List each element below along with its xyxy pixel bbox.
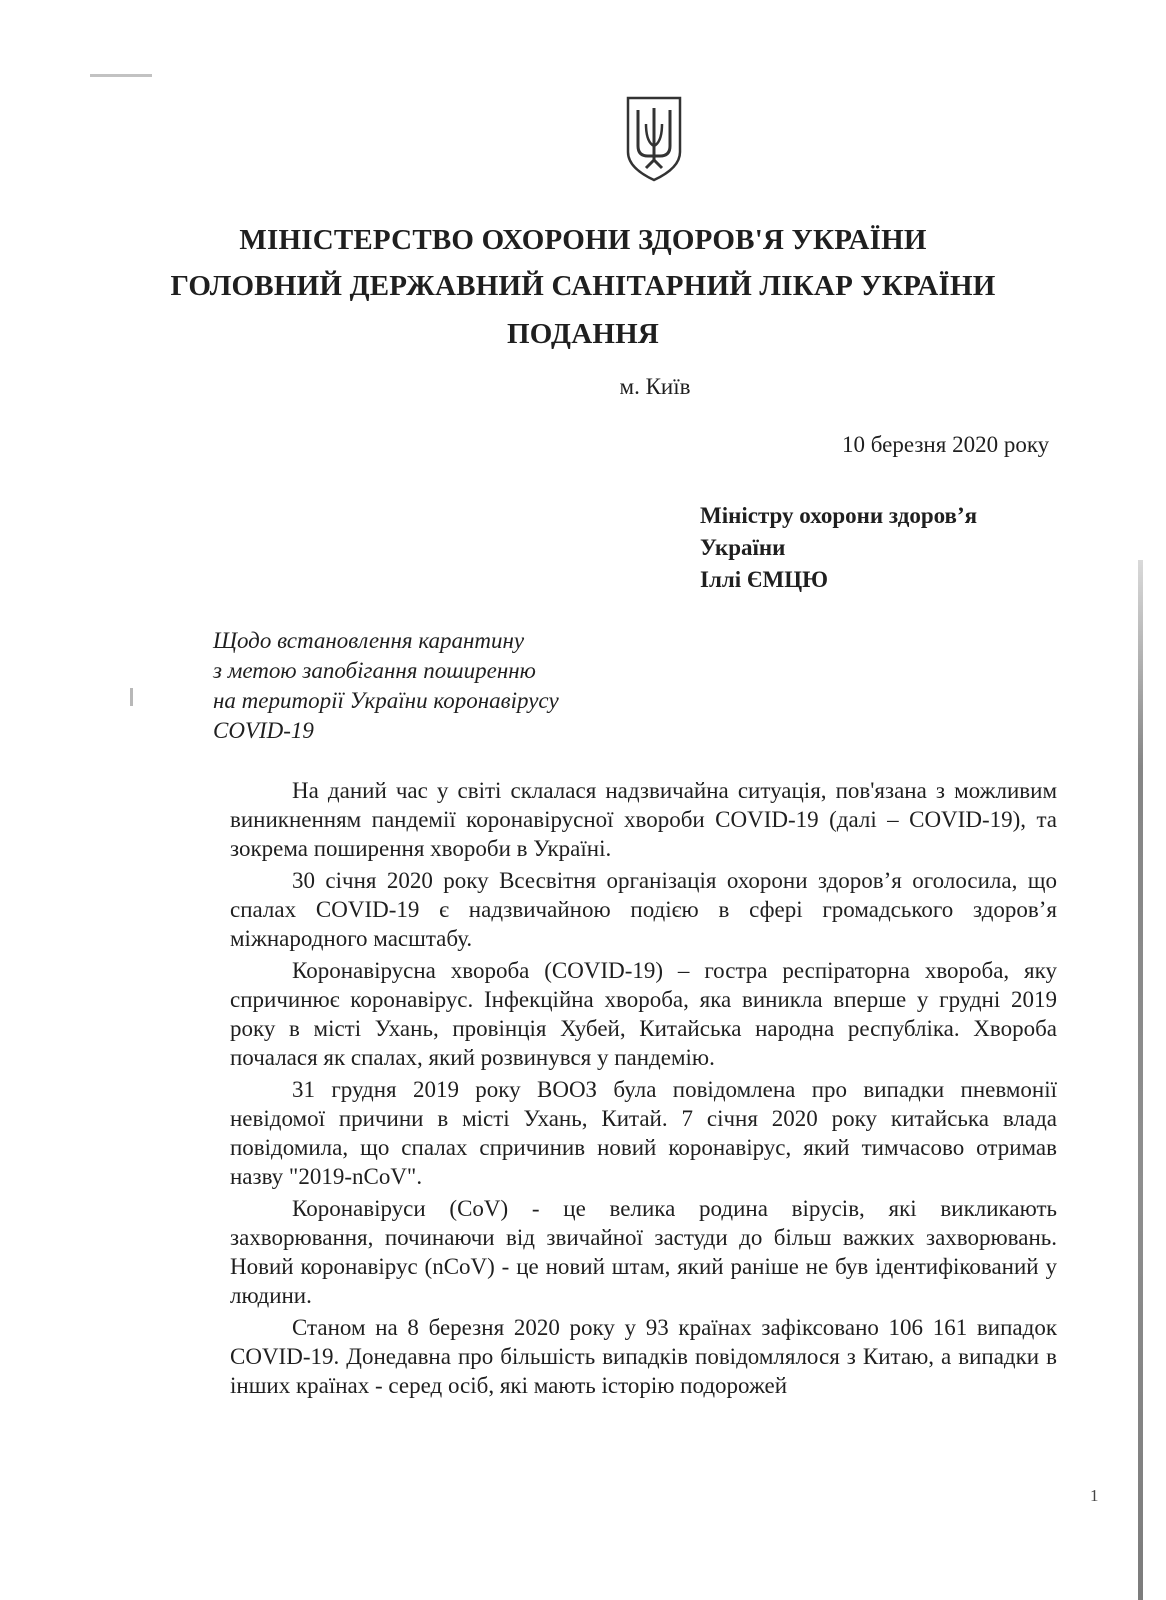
body-paragraph: Станом на 8 березня 2020 року у 93 країнах зафіксовано 106 161 випадок COVID-19. Донедавна про більшість випадків повідомлялося з Китаю, а випадки в інших країнах - серед осіб, які мають історію подорожей	[230, 1315, 1057, 1398]
addressee-line: Іллі ЄМЦЮ	[700, 567, 828, 592]
document-type-heading: ПОДАННЯ	[506, 318, 660, 350]
subject-line: на території України коронавірусу	[213, 688, 559, 713]
addressee-line: України	[700, 535, 786, 560]
addressee-block	[700, 500, 977, 596]
scan-mark-left	[130, 688, 133, 706]
page-number: 1	[1090, 1486, 1099, 1505]
subject-block	[213, 626, 559, 746]
tryzub-emblem-icon	[624, 94, 684, 184]
coat-of-arms-emblem	[624, 94, 684, 184]
body-paragraph: 31 грудня 2019 року ВООЗ була повідомлена про випадки пневмонії невідомої причини в місті Ухань, Китай. 7 січня 2020 року китайська влада повідомила, що спалах спричинив новий коронавірус, який тимчасово отримав назву "2019-nCoV".	[230, 1077, 1057, 1189]
subject-line: COVID-19	[213, 718, 314, 743]
ministry-heading: МІНІСТЕРСТВО ОХОРОНИ ЗДОРОВ'Я УКРАЇНИ	[239, 224, 927, 256]
body-paragraph: 30 січня 2020 року Всесвітня організація охорони здоров’я оголосила, що спалах COVID-19 є надзвичайною подією в сфері громадського здоров’я міжнародного масштабу.	[230, 868, 1057, 951]
body-paragraph: Коронавіруси (CoV) - це велика родина вірусів, які викликають захворювання, починаючи від звичайної застуди до більш важких захворювань. Новий коронавірус (nCoV) - це новий штам, який раніше не був ідентифікований у людини.	[230, 1196, 1057, 1308]
body-paragraph: Коронавірусна хвороба (COVID-19) – гостра респіраторна хвороба, яку спричинює коронавірус. Інфекційна хвороба, яка виникла вперше у грудні 2019 року в місті Ухань, провінція Хубей, Китайська народна республіка. Хвороба почалася як спалах, який розвинувся у пандемію.	[230, 958, 1057, 1070]
document-date: 10 березня 2020 року	[842, 432, 1050, 457]
official-heading: ГОЛОВНИЙ ДЕРЖАВНИЙ САНІТАРНИЙ ЛІКАР УКРАЇНИ	[170, 270, 996, 302]
city-label: м. Київ	[619, 374, 691, 399]
scan-edge-right	[1138, 560, 1143, 1600]
document-body	[230, 776, 1057, 1403]
body-paragraph: На даний час у світі склалася надзвичайна ситуація, пов'язана з можливим виникненням пандемії коронавірусної хвороби COVID-19 (далі – COVID-19), та зокрема поширення хвороби в Україні.	[230, 778, 1057, 861]
subject-line: з метою запобігання поширенню	[213, 658, 536, 683]
scan-mark-top-left	[90, 74, 152, 77]
addressee-line: Міністру охорони здоров’я	[700, 503, 978, 528]
subject-line: Щодо встановлення карантину	[213, 628, 525, 653]
